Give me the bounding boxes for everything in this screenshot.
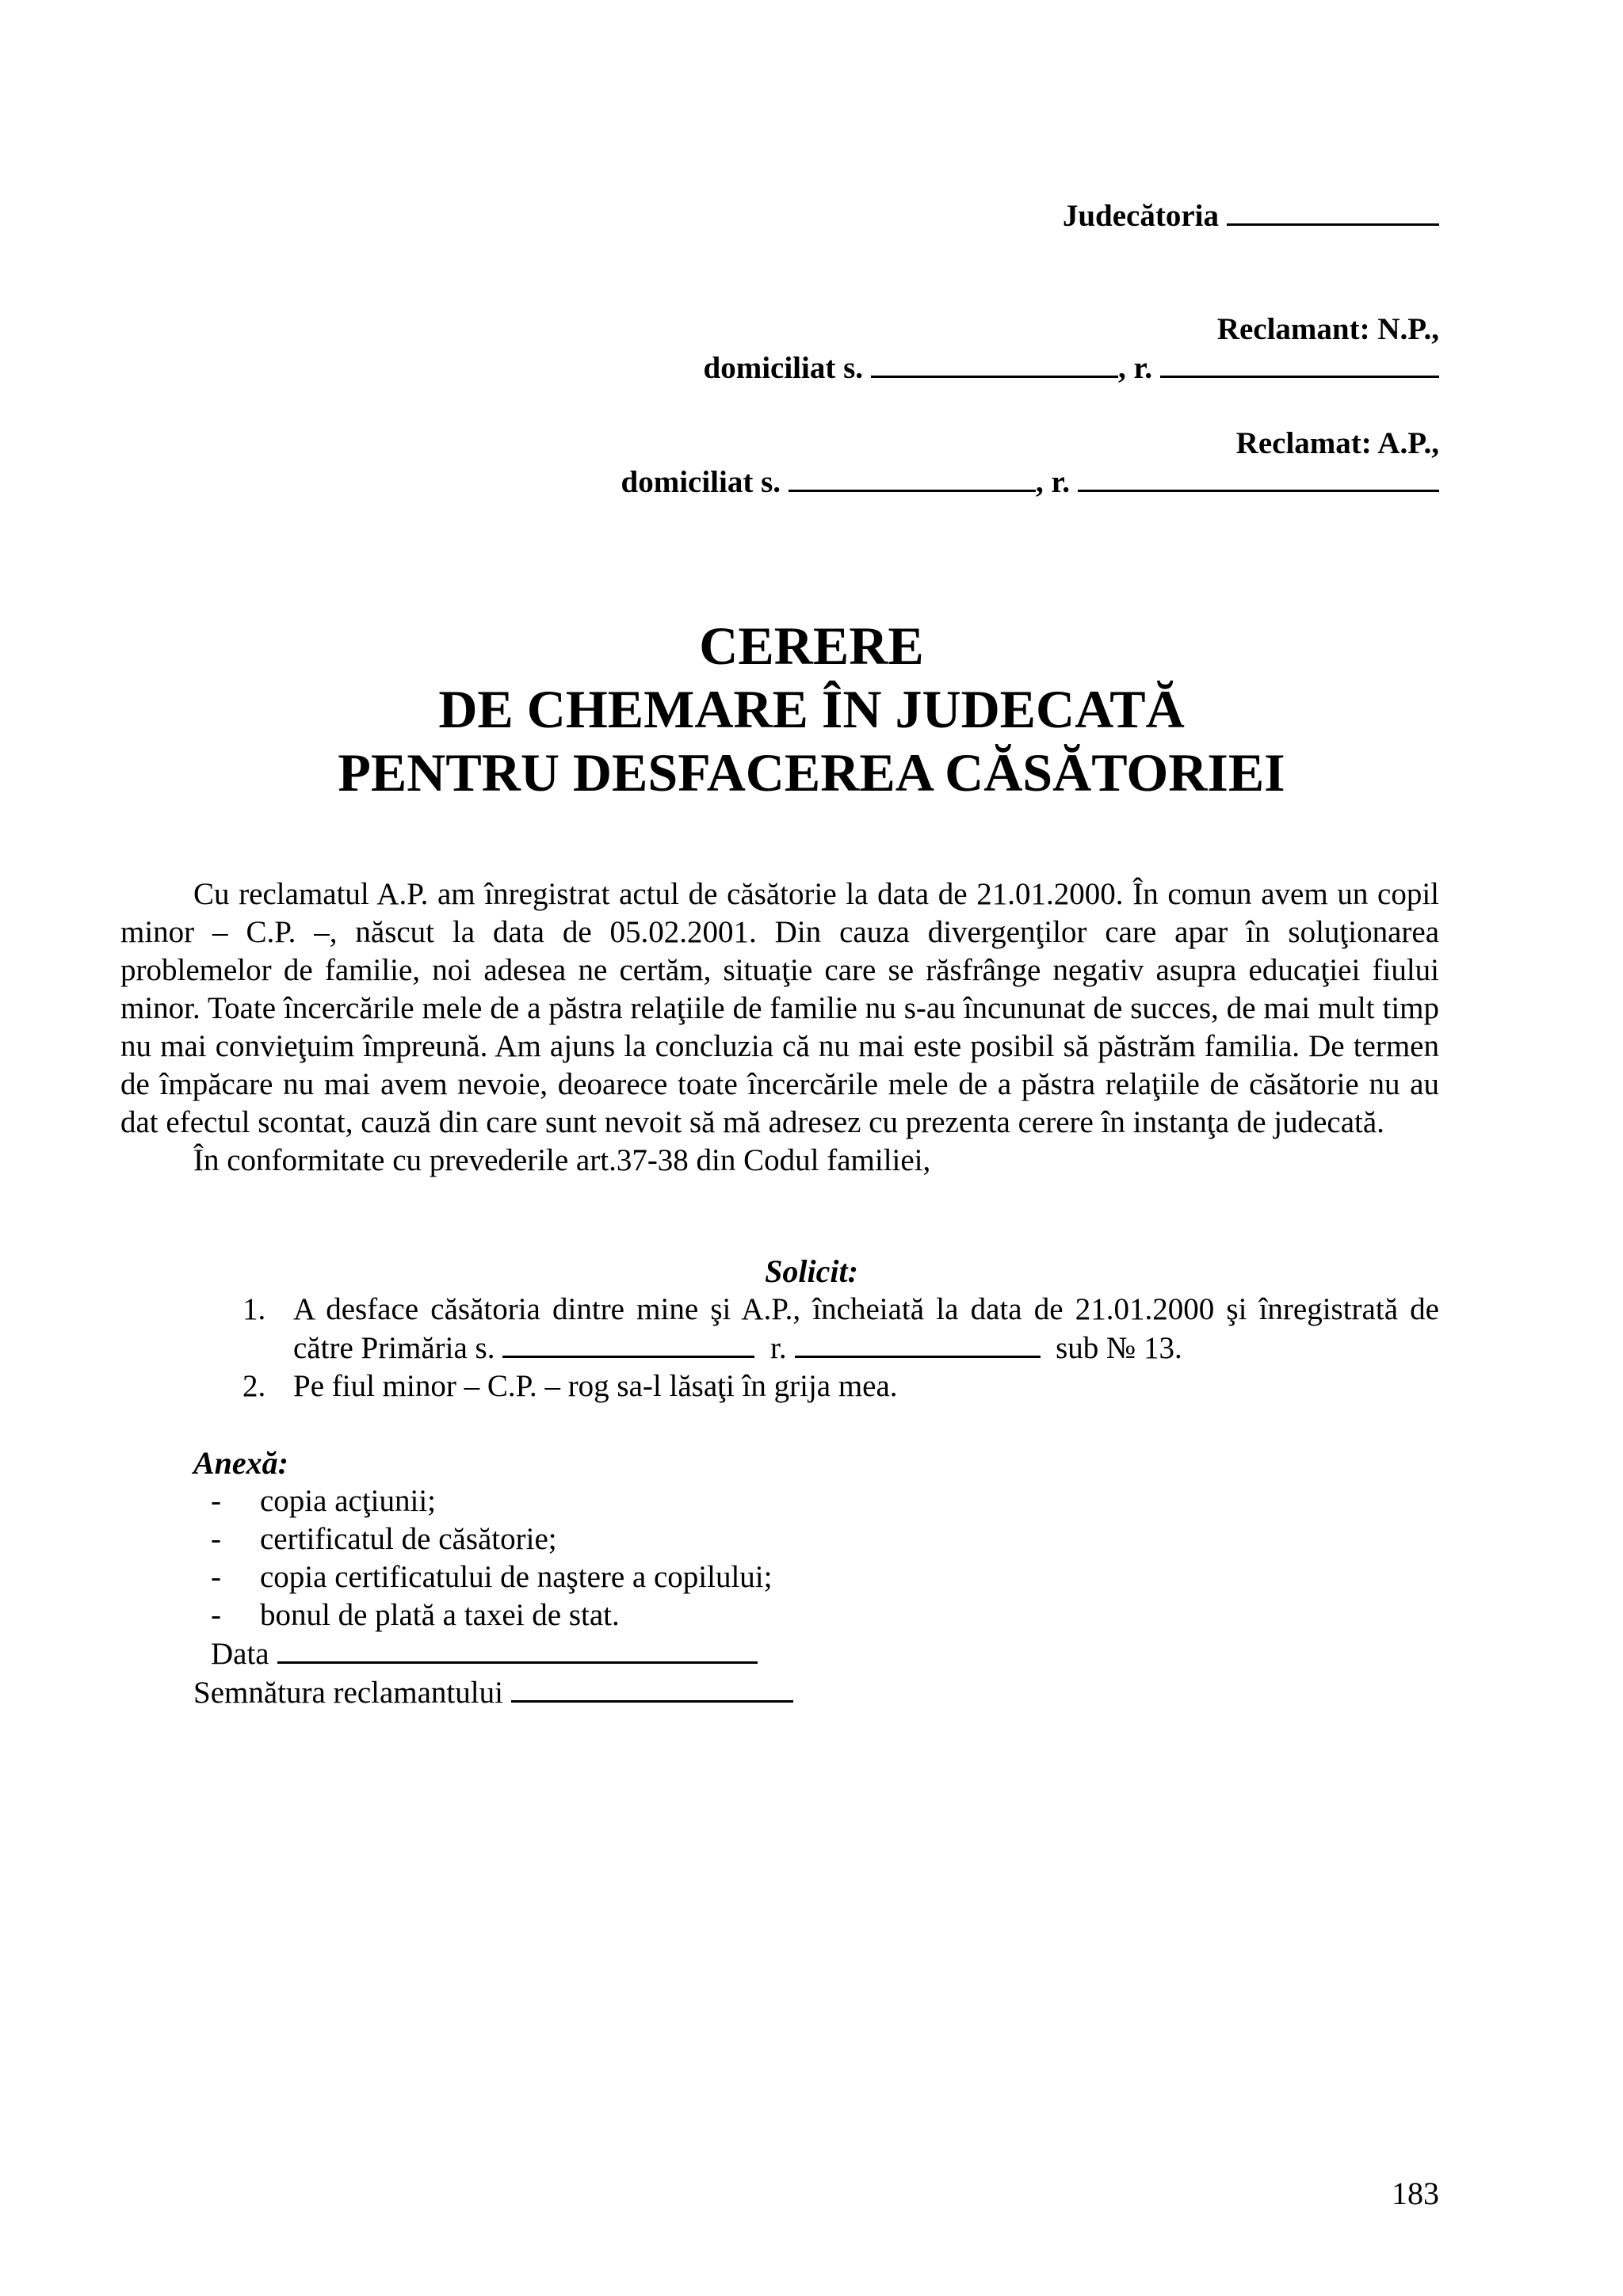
request-item-text-b: r. bbox=[769, 1331, 787, 1365]
annex-item bbox=[211, 1520, 772, 1558]
annex-item-text: copia certificatului de naştere a copilului; bbox=[260, 1560, 773, 1594]
plaintiff-label: Reclamant: N.P., bbox=[1216, 312, 1439, 346]
request-item-number: 1. bbox=[242, 1292, 266, 1326]
defendant-village-blank bbox=[789, 463, 1036, 492]
defendant-district-blank bbox=[1078, 463, 1439, 492]
plaintiff-domicile-sep: , r. bbox=[1118, 351, 1152, 385]
signature-label: Semnătura reclamantului bbox=[193, 1676, 503, 1710]
request-list bbox=[238, 1291, 1439, 1405]
document-title bbox=[0, 614, 1623, 804]
annex-item-text: bonul de plată a taxei de stat. bbox=[260, 1598, 620, 1632]
annex-list bbox=[211, 1482, 772, 1634]
document-body bbox=[120, 875, 1439, 1180]
defendant-domicile-sep: , r. bbox=[1036, 465, 1070, 499]
plaintiff-district-blank bbox=[1160, 349, 1439, 378]
request-item-text-c: sub № 13. bbox=[1056, 1331, 1182, 1365]
title-line-3: PENTRU DESFACEREA CĂSĂTORIEI bbox=[338, 742, 1285, 803]
registry-district-blank bbox=[795, 1329, 1041, 1358]
request-item-1 bbox=[238, 1291, 1439, 1367]
court-line bbox=[1063, 196, 1439, 235]
date-blank bbox=[277, 1634, 758, 1664]
body-paragraph-1: Cu reclamatul A.P. am înregistrat actul de căsătorie la data de 21.01.2000. În comun avem un copil minor – C.P. –, născut la data de 05.02.2001. Din cauza divergenţilor care apar în soluţionarea problemelor de familie, noi adesea ne certăm, situaţie care se răsfrânge negativ asupra educaţiei fiului minor. Toate încercările mele de a păstra relaţiile de familie nu s-au încununat de succes, de mai mult timp nu mai convieţuim împreună. Am ajuns la concluzia că nu mai este posibil să păstrăm familia. De termen de împăcare nu mai avem nevoie, deoarece toate încercările mele de a păstra relaţiile de căsătorie nu au dat efectul scontat, cauză din care sunt nevoit să mă adresez cu prezenta cerere în instanţa de judecată. bbox=[120, 877, 1439, 1139]
signature-line bbox=[193, 1673, 793, 1712]
court-blank bbox=[1227, 196, 1439, 226]
request-item-text: Pe fiul minor – C.P. – rog sa-l lăsaţi în grija mea. bbox=[293, 1369, 898, 1403]
defendant-label: Reclamat: A.P., bbox=[1235, 426, 1439, 460]
date-line bbox=[193, 1634, 793, 1673]
defendant-domicile-line bbox=[621, 463, 1439, 502]
signature-block bbox=[193, 1634, 793, 1712]
annex-bullet: - bbox=[211, 1560, 221, 1594]
annex-heading: Anexă: bbox=[193, 1445, 288, 1481]
request-item-2 bbox=[238, 1367, 1439, 1405]
page-number: 183 bbox=[1392, 2176, 1439, 2211]
date-label: Data bbox=[211, 1637, 269, 1671]
annex-bullet: - bbox=[211, 1598, 221, 1632]
title-line-2: DE CHEMARE ÎN JUDECATĂ bbox=[438, 679, 1185, 739]
plaintiff-domicile-prefix: domiciliat s. bbox=[703, 351, 864, 385]
request-heading: Solicit: bbox=[765, 1253, 858, 1289]
annex-bullet: - bbox=[211, 1484, 221, 1518]
annex-item bbox=[211, 1596, 772, 1634]
title-line-1: CERERE bbox=[699, 616, 924, 676]
plaintiff-domicile-line bbox=[704, 349, 1439, 387]
annex-item bbox=[211, 1482, 772, 1520]
court-label: Judecătoria bbox=[1062, 199, 1219, 233]
plaintiff-village-blank bbox=[871, 349, 1118, 378]
request-item-text: A desface căsătoria dintre mine şi A.P., încheiată la data de 21.01.2000 şi înregistrată de către Primăria s. bbox=[293, 1292, 1439, 1365]
annex-item bbox=[211, 1558, 772, 1596]
annex-bullet: - bbox=[211, 1522, 221, 1556]
annex-item-text: copia acţiunii; bbox=[260, 1484, 437, 1518]
request-item-number: 2. bbox=[242, 1369, 266, 1403]
body-paragraph-2: În conformitate cu prevederile art.37-38 din Codul familiei, bbox=[193, 1143, 931, 1177]
signature-blank bbox=[511, 1673, 793, 1703]
annex-item-text: certificatul de căsătorie; bbox=[260, 1522, 557, 1556]
defendant-domicile-prefix: domiciliat s. bbox=[621, 465, 781, 499]
registry-village-blank bbox=[502, 1329, 754, 1358]
